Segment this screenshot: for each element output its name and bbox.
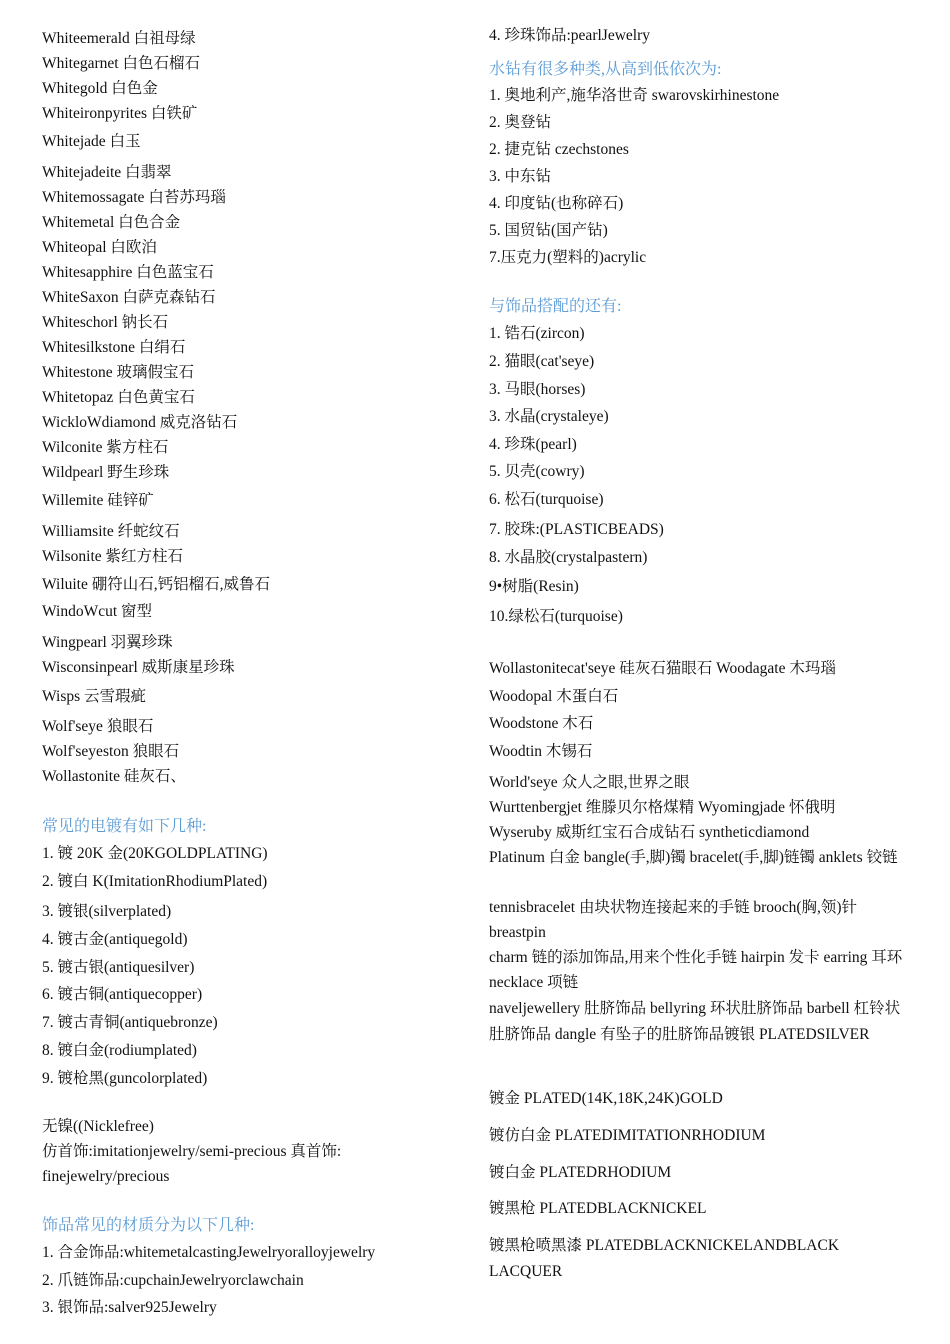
accessory-item: 7. 胶珠:(PLASTICBEADS) [489,521,664,538]
plating-item: 2. 镀白 K(ImitationRhodiumPlated) [42,873,268,890]
plating-term: 镀黑枪 PLATEDBLACKNICKEL [489,1200,707,1217]
glossary-entry: Woodstone 木石 [489,715,594,732]
material-item: 3. 银饰品:salver925Jewelry [42,1299,217,1316]
rhinestone-item: 2. 捷克钻 czechstones [489,141,629,158]
accessory-item: 2. 猫眼(cat'seye) [489,353,595,370]
glossary-entry: Whitesapphire 白色蓝宝石 [42,264,214,281]
glossary-entry: Whiteironpyrites 白铁矿 [42,105,198,122]
glossary-entry: Wurttenbergjet 维滕贝尔格煤精 Wyomingjade 怀俄明 [489,799,836,816]
glossary-entry: Woodopal 木蛋白石 [489,688,619,705]
accessory-item: 5. 贝壳(cowry) [489,463,585,480]
plating-item: 1. 镀 20K 金(20KGOLDPLATING) [42,845,268,862]
glossary-entry: Wilsonite 紫红方柱石 [42,548,184,565]
material-item: 4. 珍珠饰品:pearlJewelry [489,27,650,44]
glossary-entry: Woodtin 木锡石 [489,743,593,760]
plating-term: 镀白金 PLATEDRHODIUM [489,1164,672,1181]
plating-item: 9. 镀枪黑(guncolorplated) [42,1070,208,1087]
glossary-entry: Whitemetal 白色合金 [42,214,181,231]
glossary-entry: Williamsite 纤蛇纹石 [42,523,180,540]
plating-item: 4. 镀古金(antiquegold) [42,931,188,948]
plating-item: 6. 镀古铜(antiquecopper) [42,986,203,1003]
rhinestone-item: 4. 印度钻(也称碎石) [489,195,624,212]
rhinestone-item: 3. 中东钻 [489,168,552,185]
imitation-jewelry-line: 仿首饰:imitationjewelry/semi-precious 真首饰: [42,1143,342,1160]
glossary-entry: Wiluite 硼符山石,钙铝榴石,威鲁石 [42,576,270,593]
glossary-entry: Wolf'seye 狼眼石 [42,718,154,735]
glossary-entry: Whitejadeite 白翡翠 [42,164,172,181]
glossary-entry: Wilconite 紫方柱石 [42,439,169,456]
glossary-entry: Whitegarnet 白色石榴石 [42,55,200,72]
glossary-entry: Whiteemerald 白祖母绿 [42,30,196,47]
rhinestone-item: 5. 国贸钻(国产钻) [489,222,608,239]
glossary-entry: Wyseruby 威斯红宝石合成钻石 syntheticdiamond [489,824,810,841]
plating-heading: 常见的电镀有如下几种: [42,818,207,835]
plating-item: 5. 镀古银(antiquesilver) [42,959,195,976]
paragraph: charm 链的添加饰品,用来个性化手链 hairpin 发卡 earring 耳环 necklace 项链 [489,949,903,991]
plating-item: 7. 镀古青铜(antiquebronze) [42,1014,218,1031]
accessory-item: 6. 松石(turquoise) [489,491,604,508]
glossary-entry: Wingpearl 羽翼珍珠 [42,634,173,651]
glossary-entry: World'seye 众人之眼,世界之眼 [489,774,690,791]
glossary-entry: Wisps 云雪瑕疵 [42,688,147,705]
accessory-item: 9•树脂(Resin) [489,578,579,595]
glossary-entry: Whitesilkstone 白绢石 [42,339,186,356]
glossary-entry: Whiteopal 白欧泊 [42,239,157,256]
rhinestone-item: 2. 奥登钻 [489,114,552,131]
plating-item: 3. 镀银(silverplated) [42,903,172,920]
plating-term: 镀黑枪喷黑漆 PLATEDBLACKNICKELANDBLACK LACQUER [489,1237,840,1280]
material-heading: 饰品常见的材质分为以下几种: [42,1217,255,1234]
rhinestone-item: 7.压克力(塑料的)acrylic [489,249,647,266]
glossary-entry: Wollastonitecat'seye 硅灰石猫眼石 Woodagate 木玛瑙 [489,660,836,677]
glossary-entry: WindoWcut 窗型 [42,603,153,620]
accessory-item: 3. 马眼(horses) [489,381,586,398]
accessory-item: 1. 锆石(zircon) [489,325,585,342]
glossary-entry: WhiteSaxon 白萨克森钻石 [42,289,216,306]
glossary-entry: Wollastonite 硅灰石、 [42,768,186,785]
glossary-entry: WickloWdiamond 威克洛钻石 [42,414,238,431]
paragraph: tennisbracelet 由块状物连接起来的手链 brooch(胸,领)针 breastpin [489,899,858,941]
nickel-free-note: 无镍((Nicklefree) [42,1118,154,1135]
rhinestone-item: 1. 奥地利产,施华洛世奇 swarovskirhinestone [489,87,780,104]
accessory-item: 3. 水晶(crystaleye) [489,408,609,425]
accessory-item: 4. 珍珠(pearl) [489,436,577,453]
material-item: 2. 爪链饰品:cupchainJewelryorclawchain [42,1272,304,1289]
accessory-heading: 与饰品搭配的还有: [489,298,622,315]
glossary-entry: Wolf'seyeston 狼眼石 [42,743,180,760]
glossary-entry: Wildpearl 野生珍珠 [42,464,170,481]
glossary-entry: Whitegold 白色金 [42,80,158,97]
glossary-entry: Whitestone 玻璃假宝石 [42,364,194,381]
accessory-item: 8. 水晶胶(crystalpastern) [489,549,648,566]
material-item: 1. 合金饰品:whitemetalcastingJewelryoralloyjewelry [42,1244,376,1261]
plating-item: 8. 镀白金(rodiumplated) [42,1042,197,1059]
plating-term: 镀仿白金 PLATEDIMITATIONRHODIUM [489,1127,766,1144]
fine-jewelry-line: finejewelry/precious [42,1168,170,1185]
paragraph: Platinum 白金 bangle(手,脚)镯 bracelet(手,脚)链镯 anklets 铰链 [489,849,898,866]
glossary-entry: Whitemossagate 白苔苏玛瑙 [42,189,226,206]
rhinestone-heading: 水钻有很多种类,从高到低依次为: [489,61,722,78]
glossary-entry: Whitetopaz 白色黄宝石 [42,389,195,406]
glossary-entry: Willemite 硅锌矿 [42,492,154,509]
glossary-entry: Whiteschorl 钠长石 [42,314,169,331]
paragraph: naveljewellery 肚脐饰品 bellyring 环状肚脐饰品 barbell 杠铃状肚脐饰品 dangle 有坠子的肚脐饰品镀银 PLATEDSILVER [489,1000,901,1043]
glossary-entry: Wisconsinpearl 威斯康星珍珠 [42,659,235,676]
plating-term: 镀金 PLATED(14K,18K,24K)GOLD [489,1090,723,1107]
glossary-entry: Whitejade 白玉 [42,133,141,150]
accessory-item: 10.绿松石(turquoise) [489,608,623,625]
